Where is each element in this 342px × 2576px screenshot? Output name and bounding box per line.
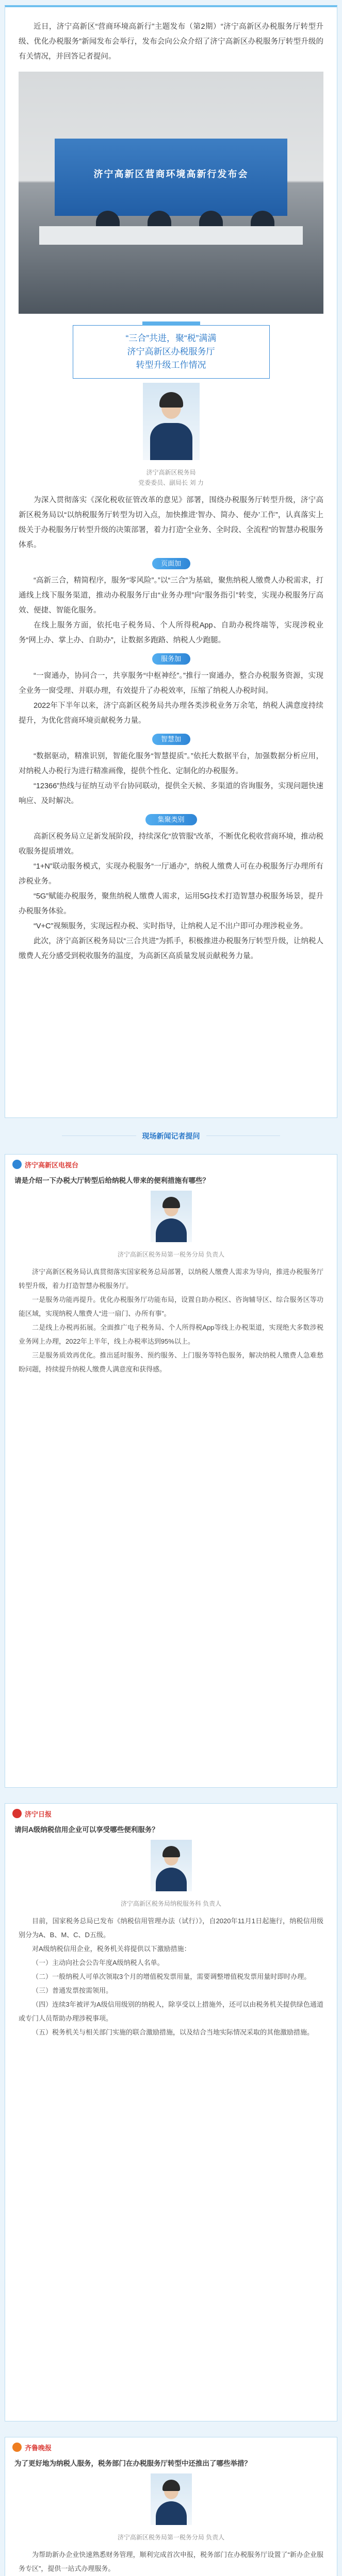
outlet-logo-icon [12,1809,22,1818]
body-paragraph: “高新三合，精简程序，服务“零风险”。”以“三合”为基础，聚焦纳税人缴费人办税需求，打通线上线下服务渠道，推动办税服务厅由“业务办理”向“服务指引”转变，实现办税服务厅高效、便捷、智能化服务。 [19,577,323,615]
answer-paragraph: （三）普通发票按需领用。 [32,1987,113,1994]
answer-paragraph: （四）连续3年被评为A级信用级别的纳税人，除享受以上措施外，还可以由税务机关提供绿色通道或专门人员帮助办理涉税事项。 [19,2001,323,2022]
intro-paragraph: 近日，济宁高新区“营商环境高新行”主题发布（第2期）“济宁高新区办税服务厅转型升级、优化办税服务”新闻发布会举行，发布会向公众介绍了济宁高新区办税服务厅转型升级的有关情况，并回答记者提问。 [19,23,323,61]
outlet-name: 齐鲁晚报 [25,2444,52,2452]
qa-card-3 [5,2437,337,2576]
body-paragraph: “数据驱动，精准识别，智能化服务“智慧提质”。”依托大数据平台，加强数据分析应用，对纳税人办税行为进行精准画像，提供个性化、定制化的办税服务。 [19,752,323,775]
title-line-2: 济宁高新区办税服务厅 [127,347,215,357]
body-paragraph: 高新区税务局立足新发展阶段，持续深化“放管服”改革，不断优化税收营商环境，推动税收服务提质增效。 [19,833,323,856]
responder-portrait [151,2473,192,2525]
article-frame [5,5,337,1118]
qa-card-2 [5,1803,337,2421]
body-paragraph: “1+N”联动服务模式，实现办税服务“一厅通办”，纳税人缴费人可在办税服务厅办理所有涉税业务。 [19,862,323,886]
speaker-org: 济宁高新区税务局 [146,469,196,476]
section-title-box [73,325,270,379]
portrait-hair [162,1197,180,1208]
body-paragraph: 在线上服务方面，依托电子税务局、个人所得税App、自助办税终端等，实现涉税业务“网上办、掌上办、自助办”，让数据多跑路、纳税人少跑腿。 [19,621,323,645]
portrait-body [150,423,192,460]
qa-divider [0,1131,342,1141]
question-text: 为了更好地为纳税人服务，税务部门在办税服务厅转型中还推出了哪些举措？ [14,2460,251,2467]
conference-table [39,226,303,245]
body-paragraph: “V+C”视频服务，实现远程办税、实时指导，让纳税人足不出户即可办理涉税业务。 [34,922,308,930]
press-conference-photo [19,72,323,314]
portrait-body [156,2501,187,2525]
outlet-name: 济宁高新区电视台 [25,1161,79,1169]
answer-paragraph: （二）一般纳税人可单次领取3个月的增值税发票用量，需要调整增值税发票用量时即时办理。 [32,1973,311,1980]
responder-portrait [151,1191,192,1242]
answer-paragraph: 对A级纳税信用企业，税务机关将提供以下激励措施： [32,1945,191,1953]
body-paragraph: 2022年下半年以来，济宁高新区税务局共办理各类涉税业务万余笔，纳税人满意度持续提升，为优化营商环境贡献税务力量。 [19,702,323,725]
section-tag: 智慧加 [152,734,190,745]
body-paragraph: “5G”赋能办税服务，聚焦纳税人缴费人需求，运用5G技术打造智慧办税服务场景，提升办税服务体验。 [19,892,323,916]
outlet-logo-icon [12,2443,22,2452]
portrait-body [156,1218,187,1242]
question-text: 请问A级纳税信用企业可以享受哪些便利服务？ [14,1826,159,1834]
portrait-hair [162,1846,180,1857]
responder-title: 济宁高新区税务局第一税务分局 负责人 [117,1251,225,1258]
qa-card-1 [5,1154,337,1788]
title-line-1: “三合”共进，聚“税”满满 [125,333,217,343]
body-paragraph: “一窗通办，协同合一，共享服务“中枢神经”。”推行一窗通办，整合办税服务资源，实现全业务一窗受理、并联办理，有效提升了办税效率，压缩了纳税人办税时间。 [19,672,323,695]
portrait-body [156,1868,187,1891]
answer-paragraph: （五）税务机关与相关部门实施的联合激励措施，以及结合当地实际情况采取的其他激励措施。 [32,2028,314,2036]
responder-portrait [151,1840,192,1891]
speaker-portrait [143,383,200,460]
stage-screen [55,139,287,216]
body-paragraph: 此次，济宁高新区税务局以“三合共进”为抓手，积极推进办税服务厅转型升级，让纳税人缴费人充分感受到税收服务的温度，为高新区高质量发展贡献税务力量。 [19,937,323,960]
answer-paragraph: （一）主动向社会公告年度A级纳税人名单。 [32,1959,164,1967]
title-decoration [142,321,200,326]
divider-label: 现场新闻记者提问 [136,1132,206,1140]
body-paragraph: 为深入贯彻落实《深化税收征管改革的意见》部署，围绕办税服务厅转型升级，济宁高新区税务局以“以纳税服务厅转型为切入点，加快推进‘智办、简办、便办’工作”，认真落实上级关于办税服务厅转型升级的决策部署，着力打造“全业务、全时段、全流程”的智慧办税服务体系。 [19,496,323,549]
section-tag: 集聚类别 [145,814,197,825]
responder-title: 济宁高新区税务局第一税务分局 负责人 [117,2534,225,2541]
qa-header [5,1804,337,1824]
answer-paragraph: 为帮助新办企业快速熟悉财务管理，顺利完成首次申报，税务部门在办税服务厅设置了“新办企业服务专区”，提供一站式办理服务。 [19,2551,323,2572]
responder-title: 济宁高新区税务局纳税服务科 负责人 [120,1900,222,1907]
section-tag: 页面加 [152,558,190,569]
answer-paragraph: 目前，国家税务总局已发布《纳税信用管理办法（试行）》，自2020年11月1日起施行，纳税信用级别分为A、B、M、C、D五级。 [19,1917,323,1939]
portrait-hair [162,2480,180,2491]
answer-paragraph: 三是服务质效再优化。推出延时服务、预约服务、上门服务等特色服务，解决纳税人缴费人急难愁盼问题，持续提升纳税人缴费人满意度和获得感。 [19,1351,323,1373]
title-line-3: 转型升级工作情况 [136,360,206,370]
outlet-name: 济宁日报 [25,1810,52,1818]
stage-screen-text: 济宁高新区营商环境高新行发布会 [93,169,249,179]
answer-paragraph: 济宁高新区税务局认真贯彻落实国家税务总局部署，以纳税人缴费人需求为导向，推进办税服务厅转型升级，着力打造智慧办税服务厅。 [19,1268,323,1290]
portrait-hair [159,392,183,408]
speaker-title: 党委委员、副局长 刘 力 [138,479,204,486]
qa-header [5,1155,337,1175]
qa-header [5,2437,337,2458]
outlet-logo-icon [12,1160,22,1169]
answer-paragraph: 一是服务功能再提升。优化办税服务厅功能布局，设置自助办税区、咨询辅导区、综合服务区等功能区域，实现纳税人缴费人“进一扇门、办所有事”。 [19,1296,323,1317]
body-paragraph: “12366”热线与征纳互动平台协同联动，提供全天候、多渠道的咨询服务，实现问题快速响应、及时解决。 [19,782,323,805]
answer-paragraph: 二是线上办税再拓展。全面推广电子税务局、个人所得税App等线上办税渠道，实现绝大多数涉税业务网上办理，2022年上半年，线上办税率达到95%以上。 [19,1324,323,1345]
question-text: 请是介绍一下办税大厅转型后给纳税人带来的便利措施有哪些？ [14,1177,209,1184]
section-tag: 服务加 [152,653,190,665]
